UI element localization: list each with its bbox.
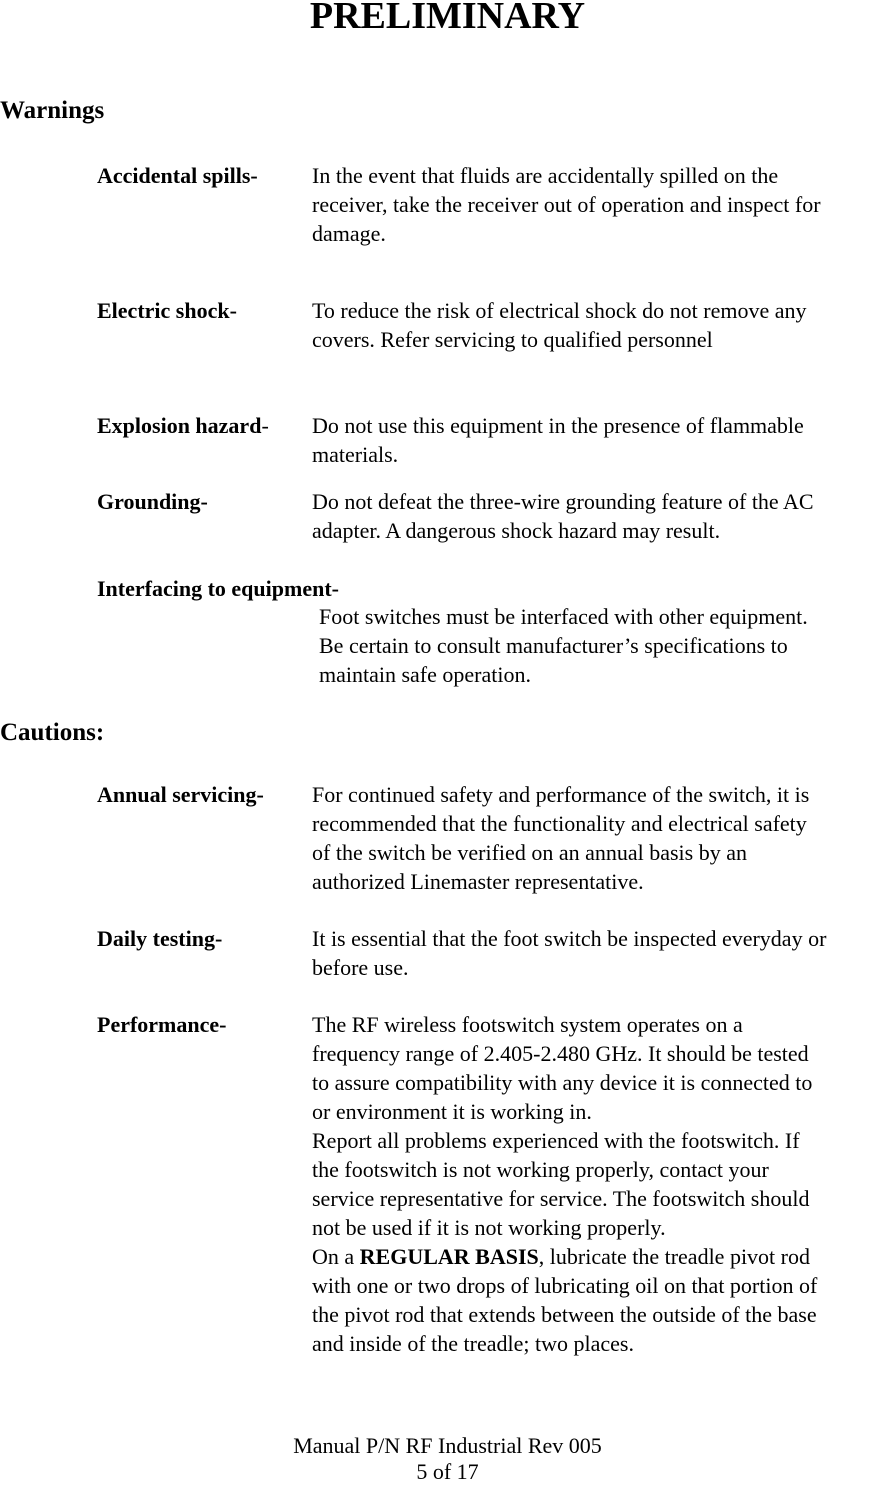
term-dash: - [261,413,269,438]
desc-explosion-hazard [312,411,895,469]
desc-line: maintain safe operation. [319,662,531,687]
desc-line: adapter. A dangerous shock hazard may result. [312,518,721,543]
desc-line: recommended that the functionality and electrical safety [312,811,807,836]
desc-accidental-spills [312,161,895,248]
footer-page-number: 5 of 17 [416,1459,479,1484]
desc-line: service representative for service. The footswitch should [312,1186,810,1211]
page-title: PRELIMINARY [309,0,586,37]
desc-line: In the event that fluids are accidentally spilled on the [312,163,779,188]
desc-line: Do not use this equipment in the presence of flammable [312,413,804,438]
desc-line: damage. [312,221,386,246]
desc-line: For continued safety and performance of the switch, it is [312,782,810,807]
warnings-heading: Warnings [0,97,105,124]
desc-line: of the switch be verified on an annual basis by an [312,840,747,865]
term-interfacing: Interfacing to equipment- [97,576,339,601]
desc-line: the footswitch is not working properly, contact your [312,1157,769,1182]
term-text: Explosion hazard [97,413,262,438]
desc-performance [312,1010,895,1358]
term-electric-shock: Electric shock- [97,298,237,323]
desc-line: It is essential that the foot switch be inspected everyday or [312,926,827,951]
desc-line: not be used if it is not working properly. [312,1215,666,1240]
term-performance: Performance- [97,1012,227,1037]
desc-interfacing [319,602,895,689]
term-explosion-hazard [97,411,269,440]
desc-line: before use. [312,955,409,980]
desc-line: Report all problems experienced with the footswitch. If [312,1128,800,1153]
regular-basis-line [312,1242,895,1271]
desc-line: or environment it is working in. [312,1099,592,1124]
term-annual-servicing: Annual servicing- [97,782,264,807]
term-daily-testing: Daily testing- [97,926,223,951]
term-accidental-spills: Accidental spills- [97,163,258,188]
desc-line: Do not defeat the three-wire grounding feature of the AC [312,489,814,514]
desc-line: the pivot rod that extends between the outside of the base [312,1302,817,1327]
cautions-heading: Cautions: [0,719,105,746]
desc-line: and inside of the treadle; two places. [312,1331,634,1356]
desc-line: To reduce the risk of electrical shock do not remove any [312,298,807,323]
desc-line: receiver, take the receiver out of operation and inspect for [312,192,821,217]
desc-line: The RF wireless footswitch system operates on a [312,1012,743,1037]
desc-line: frequency range of 2.405-2.480 GHz. It should be tested [312,1041,809,1066]
regular-prefix: On a [312,1244,360,1269]
desc-line: to assure compatibility with any device it is connected to [312,1070,813,1095]
desc-line: materials. [312,442,399,467]
regular-suffix: , lubricate the treadle pivot rod [538,1244,810,1269]
term-grounding: Grounding- [97,489,208,514]
desc-line: with one or two drops of lubricating oil on that portion of [312,1273,818,1298]
desc-line: Be certain to consult manufacturer’s specifications to [319,633,788,658]
desc-line: Foot switches must be interfaced with other equipment. [319,604,808,629]
desc-line: covers. Refer servicing to qualified personnel [312,327,713,352]
regular-basis-emphasis: REGULAR BASIS [359,1244,539,1269]
footer-manual-number: Manual P/N RF Industrial Rev 005 [293,1433,602,1458]
desc-daily-testing [312,924,895,982]
desc-electric-shock [312,296,895,354]
desc-annual-servicing [312,780,895,896]
desc-grounding [312,487,895,545]
desc-line: authorized Linemaster representative. [312,869,644,894]
